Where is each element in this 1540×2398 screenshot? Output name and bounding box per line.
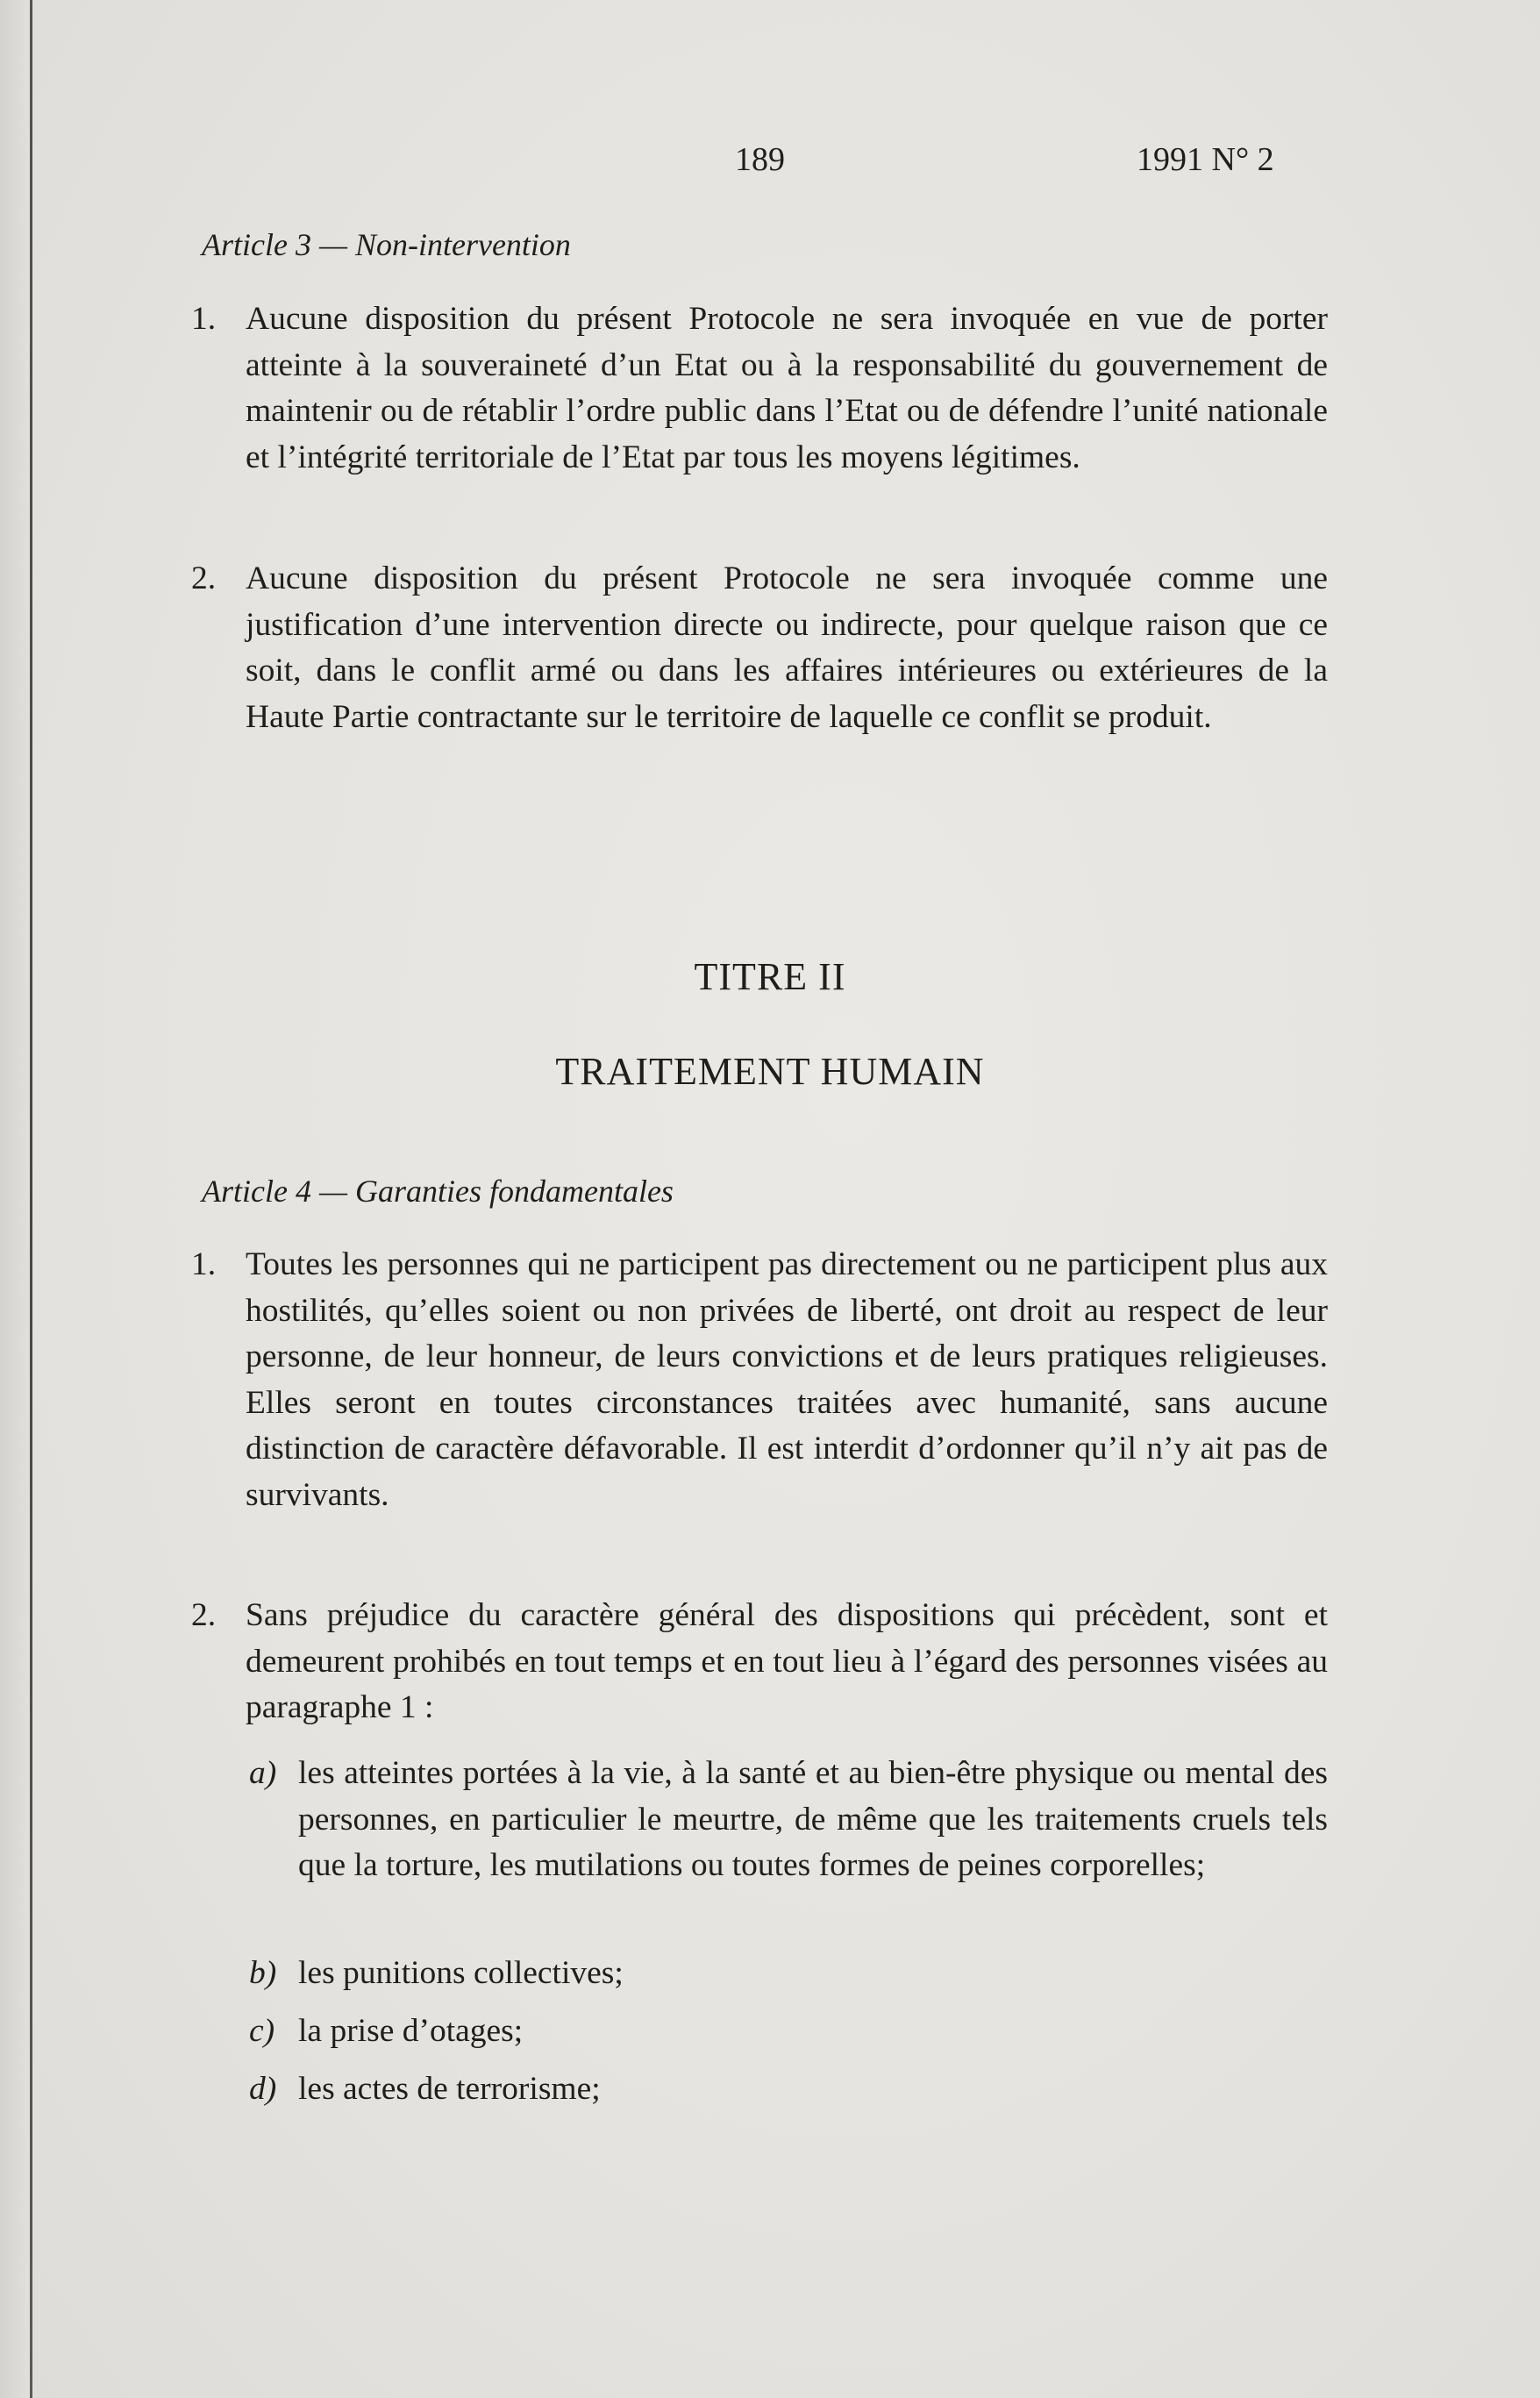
article-3-paragraph-1 (191, 296, 1328, 481)
list-item-text: les atteintes portées à la vie, à la santé et au bien-être physique ou mental des personnes, en particulier le meurtre, de même que les traitements cruels tels que la torture, les mutilations ou toutes formes de peines corporelles; (298, 1755, 1328, 1883)
paragraph-text: Sans préjudice du caractère général des dispositions qui précèdent, sont et demeurent prohibés en tout temps et en tout lieu à l’égard des personnes visées au paragraphe 1 : (246, 1597, 1328, 1725)
list-item-letter: b) (249, 1955, 277, 1991)
article-3-paragraph-2 (191, 556, 1328, 740)
titre-name: TRAITEMENT HUMAIN (555, 1050, 985, 1093)
article-3-heading: Article 3 — Non-intervention (202, 227, 571, 262)
paragraph-text: Aucune disposition du présent Protocole ne sera invoquée comme une justification d’une intervention directe ou indirecte, pour quelque raison que ce soit, dans le conflit armé ou dans les affaires intérieures ou extérieures de la Haute Partie contractante sur le territoire de laquelle ce conflit se produit. (246, 560, 1328, 735)
paragraph-text: Aucune disposition du présent Protocole ne sera invoquée en vue de porter atteinte à la souveraineté d’un Etat ou à la responsabilité du gouvernement de maintenir ou de rétablir l’ordre public dans l’Etat ou de défendre l’unité nationale et l’intégrité territoriale de l’Etat par tous les moyens légitimes. (246, 301, 1328, 475)
list-item-text: les punitions collectives; (298, 1955, 624, 1991)
list-item-text: les actes de terrorisme; (298, 2071, 601, 2107)
paragraph-number: 1. (191, 1246, 217, 1282)
list-item-letter: d) (249, 2071, 277, 2107)
titre-number: TITRE II (694, 955, 846, 998)
binding-shadow (0, 0, 30, 2398)
paragraph-number: 2. (191, 1597, 217, 1633)
paragraph-number: 2. (191, 560, 217, 596)
page-number: 189 (735, 141, 785, 178)
list-item-letter: a) (249, 1755, 277, 1791)
list-item-d (249, 2066, 1328, 2113)
article-4-paragraph-1 (191, 1242, 1328, 1518)
list-item-b (249, 1951, 1328, 1997)
issue-label: 1991 N° 2 (1137, 141, 1274, 178)
list-item-letter: c) (249, 2013, 275, 2049)
paragraph-text: Toutes les personnes qui ne participent pas directement ou ne participent plus aux hostilités, qu’elles soient ou non privées de liberté, ont droit au respect de leur personne, de leur honneur, de leurs convictions et de leurs pratiques religieuses. Elles seront en toutes circonstances traitées avec humanité, sans aucune distinction de caractère défavorable. Il est interdit d’ordonner qu’il n’y ait pas de survivants. (246, 1246, 1328, 1513)
paragraph-number: 1. (191, 301, 217, 337)
list-item-c (249, 2009, 1328, 2055)
article-4-heading: Article 4 — Garanties fondamentales (202, 1174, 674, 1209)
list-item-text: la prise d’otages; (298, 2013, 524, 2049)
article-4-paragraph-2 (191, 1593, 1328, 1731)
list-item-a (249, 1751, 1328, 1889)
binding-edge (30, 0, 32, 2398)
